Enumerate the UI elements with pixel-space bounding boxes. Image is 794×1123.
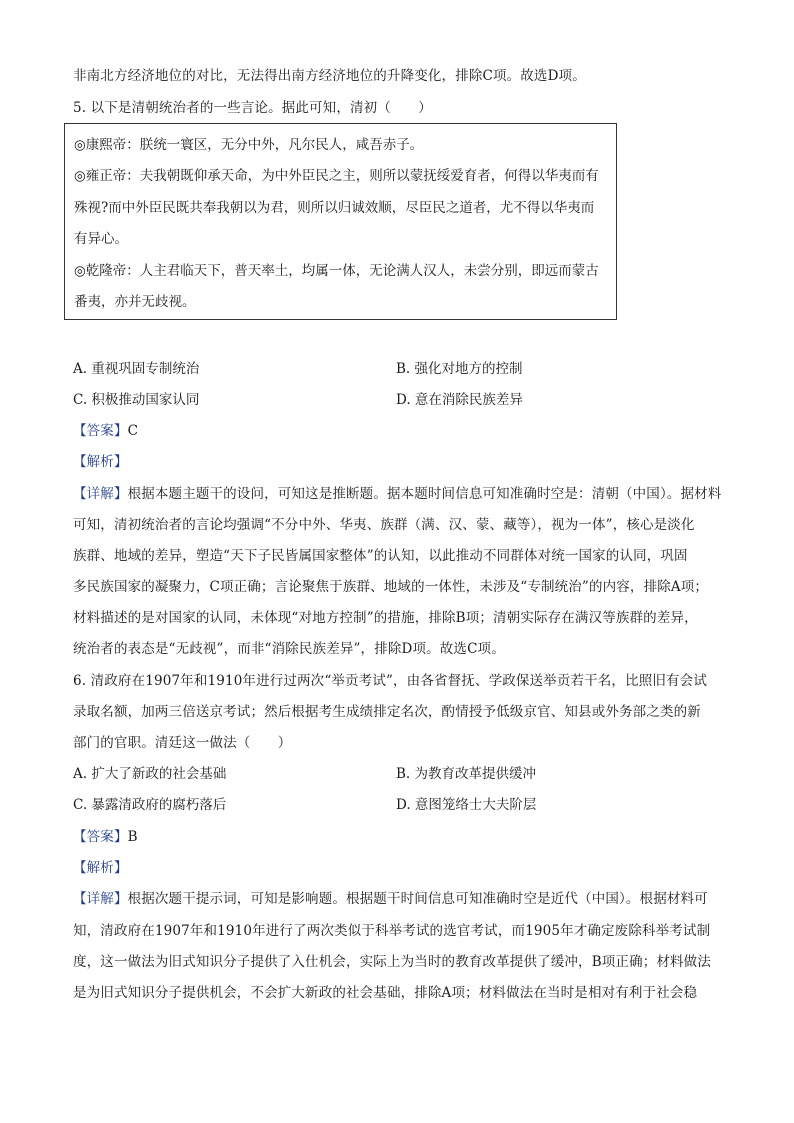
detail-line: 度，这一做法为旧式知识分子提供了入仕机会，实际上为当时的教育改革提供了缓冲，B项正确；材料做法 (73, 954, 711, 970)
answer-line (73, 827, 724, 847)
quote-line: 有异心。 (74, 231, 128, 247)
detail-line: 可知，清初统治者的言论均强调“不分中外、华夷、族群（满、汉、蒙、藏等），视为一体”，核心是淡化 (73, 517, 695, 533)
question-5-stem: 5. 以下是清朝统治者的一些言论。据此可知，清初（ ） (73, 100, 432, 116)
question-6-stem: 录取名额，加两三倍送京考试；然后根据考生成绩排定名次，酌情授予低级京官、知县或外务部之类的新 (73, 704, 701, 720)
answer-line (73, 421, 724, 441)
option-b: B. 强化对地方的控制 (396, 361, 523, 377)
detail-line: 材料描述的是对国家的认同，未体现“对地方控制”的措施，排除B项；清朝实际存在满汉等族群的差异， (73, 610, 698, 626)
quote-line: 殊视?而中外臣民既共奉我朝以为君，则所以归诚效顺，尽臣民之道者，尤不得以华夷而 (74, 200, 595, 216)
option-a: A. 扩大了新政的社会基础 (73, 766, 227, 782)
detail-line: 是为旧式知识分子提供机会，不会扩大新政的社会基础，排除A项；材料做法在当时是相对有利于社会稳 (73, 985, 698, 1001)
answer-value: C (127, 423, 139, 439)
detail-tag: 【详解】 (73, 891, 128, 907)
detail-tag: 【详解】 (73, 486, 128, 502)
detail-line: 【详解】根据次题干提示词，可知是影响题。根据题干时间信息可知准确时空是近代（中国）。根据材料可 (73, 891, 708, 907)
answer-value: B (127, 829, 138, 845)
option-a: A. 重视巩固专制统治 (73, 361, 200, 377)
analysis-tag: 【解析】 (73, 860, 128, 876)
option-c: C. 暴露清政府的腐朽落后 (73, 797, 227, 813)
detail-line: 【详解】根据本题主题干的设问，可知这是推断题。据本题时间信息可知准确时空是：清朝（中国）。据材料 (73, 486, 722, 502)
detail-line: 知，清政府在1907年和1910年进行了两次类似于科举考试的选官考试，而1905年才确定废除科举考试制 (73, 923, 711, 939)
option-d: D. 意在消除民族差异 (396, 392, 523, 408)
detail-line: 多民族国家的凝聚力，C项正确；言论聚焦于族群、地域的一体性，未涉及“专制统治”的内容，排除A项； (73, 579, 709, 595)
answer-tag: 【答案】 (73, 829, 128, 845)
quote-box (64, 123, 617, 320)
quote-line: ◎康熙帝：朕统一寰区，无分中外，凡尔民人，咸吾赤子。 (74, 137, 424, 153)
quote-line: ◎雍正帝：夫我朝既仰承天命，为中外臣民之主，则所以蒙抚绥爱育者，何得以华夷而有 (74, 168, 599, 184)
quote-line: 番夷，亦并无歧视。 (74, 294, 196, 310)
answer-tag: 【答案】 (73, 423, 128, 439)
option-c: C. 积极推动国家认同 (73, 392, 200, 408)
detail-line: 族群、地域的差异，塑造“天下子民皆属国家整体”的认知，以此推动不同群体对统一国家的认同，巩固 (73, 548, 688, 564)
question-6-stem: 部门的官职。清廷这一做法（ ） (73, 735, 292, 751)
quote-line: ◎乾隆帝：人主君临天下，普天率土，均属一体，无论满人汉人，未尝分别，即远而蒙古 (74, 263, 599, 279)
option-b: B. 为教育改革提供缓冲 (396, 766, 537, 782)
option-d: D. 意图笼络士大夫阶层 (396, 797, 537, 813)
analysis-tag: 【解析】 (73, 454, 128, 470)
detail-line: 统治者的表态是“无歧视”，而非“消除民族差异”，排除D项。故选C项。 (73, 641, 505, 657)
question-6-stem: 6. 清政府在1907年和1910年进行过两次“举贡考试”，由各省督抚、学政保送举贡若干名，比照旧有会试 (73, 673, 707, 689)
text-line: 非南北方经济地位的对比，无法得出南方经济地位的升降变化，排除C项。故选D项。 (73, 68, 586, 84)
